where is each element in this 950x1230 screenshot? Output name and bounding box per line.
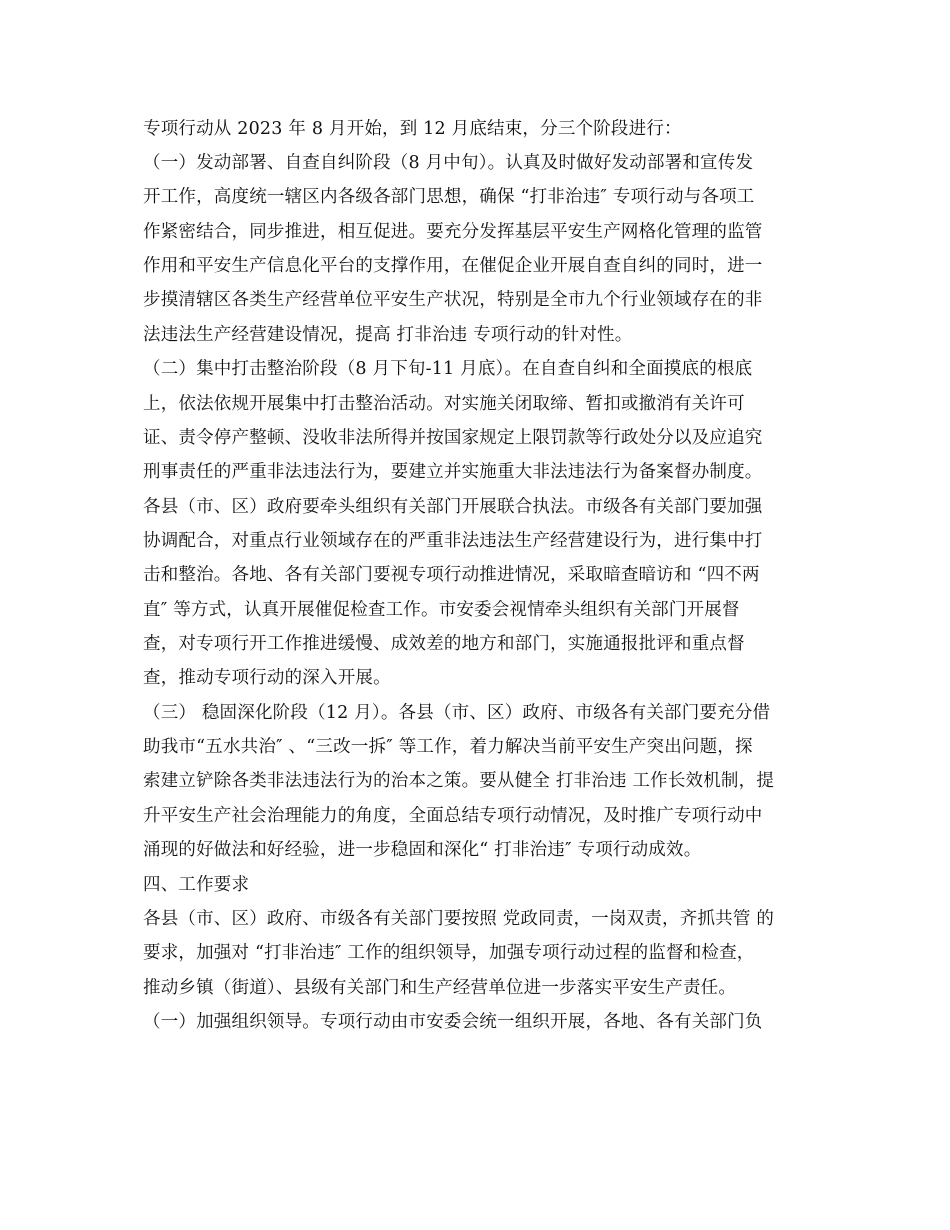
text-line: 法违法生产经营建设情况，提高 打非治违 专项行动的针对性。: [143, 325, 633, 345]
text-line: 助我市“五水共治″ 、“三改一拆″ 等工作，着力解决当前平安生产突出问题，探: [143, 737, 753, 757]
text-line: 上，依法依规开展集中打击整治活动。对实施关闭取缔、暂扣或撤消有关许可: [143, 394, 745, 414]
text-line: 查，推动专项行动的深入开展。: [143, 668, 391, 688]
text-line: （三） 稳固深化阶段（12 月）。各县（市、区）政府、市级各有关部门要充分借: [143, 703, 771, 723]
text-line: 查，对专项行开工作推进缓慢、成效差的地方和部门，实施通报批评和重点督: [143, 634, 745, 654]
text-line: 推动乡镇（街道）、县级有关部门和生产经营单位进一步落实平安生产责任。: [143, 978, 737, 998]
text-line: 各县（市、区）政府、市级各有关部门要按照 党政同责，一岗双责，齐抓共管 的: [143, 909, 775, 929]
text-line: 击和整治。各地、各有关部门要视专项行动推进情况，采取暗查暗访和 “四不两: [143, 565, 760, 585]
section-heading: 四、工作要求: [143, 875, 250, 895]
text-line: 刑事责任的严重非法违法行为，要建立并实施重大非法违法行为备案督办制度。: [143, 462, 763, 482]
text-line: 升平安生产社会治理能力的角度，全面总结专项行动情况，及时推广专项行动中: [143, 806, 763, 826]
text-line: 涌现的好做法和好经验，进一步稳固和深化“ 打非治违″ 专项行动成效。: [143, 840, 702, 860]
text-line: 开工作，高度统一辖区内各级各部门思想，确保 “打非治违″ 专项行动与各项工: [143, 187, 755, 207]
text-line: （一）加强组织领导。专项行动由市安委会统一组织开展，各地、各有关部门负: [143, 1012, 763, 1032]
text-line: 索建立铲除各类非法违法行为的治本之策。要从健全 打非治违 工作长效机制，提: [143, 771, 775, 791]
text-line: 直″ 等方式，认真开展催促检查工作。市安委会视情牵头组织有关部门开展督: [143, 600, 740, 620]
text-line: 要求，加强对 “打非治违″ 工作的组织领导，加强专项行动过程的监督和检查，: [143, 943, 755, 963]
text-line: 专项行动从 2023 年 8 月开始，到 12 月底结束，分三个阶段进行：: [143, 119, 682, 139]
text-line: 证、责令停产整顿、没收非法所得并按国家规定上限罚款等行政处分以及应追究: [143, 428, 763, 448]
text-line: （一）发动部署、自查自纠阶段（8 月中旬）。认真及时做好发动部署和宣传发: [143, 153, 754, 173]
text-line: （二）集中打击整治阶段（8 月下旬-11 月底）。在自查自纠和全面摸底的根底: [143, 359, 753, 379]
text-line: 各县（市、区）政府要牵头组织有关部门开展联合执法。市级各有关部门要加强: [143, 497, 763, 517]
text-line: 作紧密结合，同步推进，相互促进。要充分发挥基层平安生产网格化管理的监管: [143, 222, 763, 242]
text-line: 作用和平安生产信息化平台的支撑作用，在催促企业开展自查自纠的同时，进一: [143, 256, 763, 276]
text-line: 步摸清辖区各类生产经营单位平安生产状况，特别是全市九个行业领域存在的非: [143, 290, 763, 310]
text-line: 协调配合，对重点行业领域存在的严重非法违法生产经营建设行为，进行集中打: [143, 531, 763, 551]
